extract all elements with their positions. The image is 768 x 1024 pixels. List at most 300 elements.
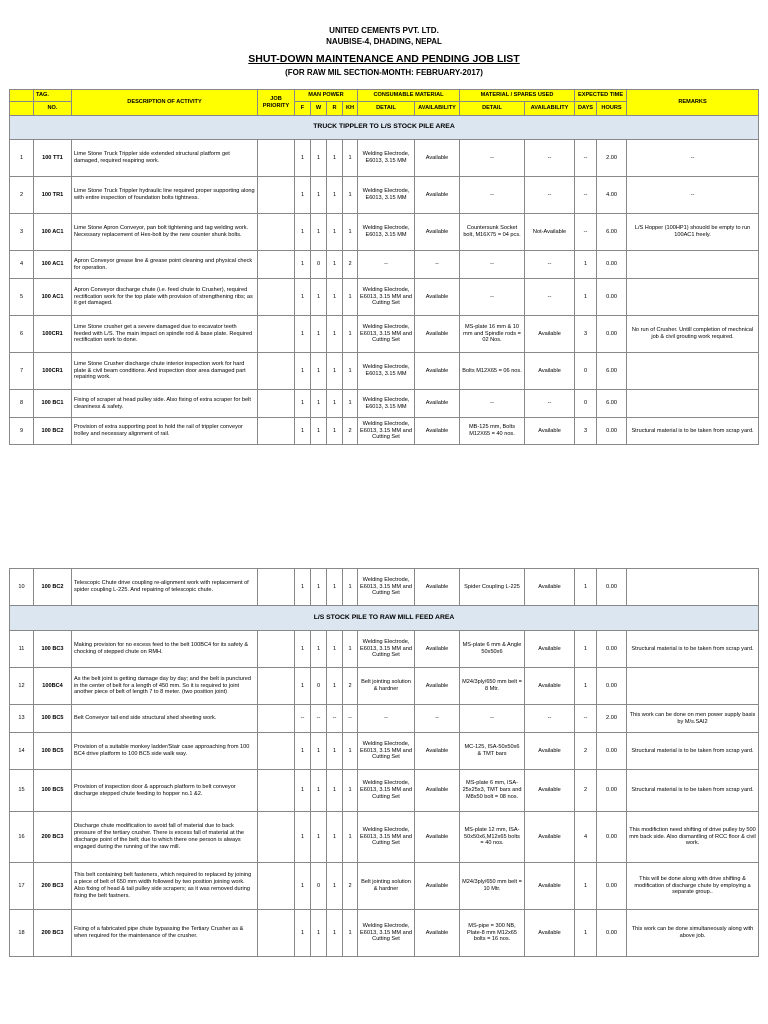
cell-hours: 0.00	[597, 910, 627, 957]
cell-consumable-detail: --	[358, 251, 415, 279]
cell-consumable-availability: Available	[415, 316, 460, 353]
cell-w: 1	[311, 910, 327, 957]
cell-f: 1	[295, 279, 311, 316]
cell-spares-detail: MS-plate 12 mm, ISA-50x50x6,M12x65 bolts = 40 nos.	[460, 812, 525, 863]
cell-days: 1	[575, 631, 597, 668]
cell-f: 1	[295, 251, 311, 279]
cell-sno: 9	[10, 418, 34, 445]
cell-consumable-detail: Welding Electrode, E6013, 3.15 MM and Cutting Set	[358, 733, 415, 770]
cell-f: 1	[295, 569, 311, 606]
cell-description: As the belt joint is getting damage day by day; and the belt is punctured in the center of belt for a length of 450 mm. So it is required to joint another piece of belt of length 7 to 8 meter. (two position joint)	[72, 668, 258, 705]
cell-tag: 100 AC1	[34, 251, 72, 279]
cell-kh: 1	[343, 770, 358, 812]
cell-consumable-availability: Available	[415, 390, 460, 418]
cell-f: 1	[295, 733, 311, 770]
cell-spares-availability: Available	[525, 812, 575, 863]
cell-spares-availability: --	[525, 705, 575, 733]
cell-consumable-availability: Available	[415, 140, 460, 177]
table-row	[10, 353, 759, 390]
col-kh-header: KH	[343, 102, 358, 116]
cell-w: 1	[311, 631, 327, 668]
cell-consumable-availability: Available	[415, 910, 460, 957]
cell-consumable-availability: --	[415, 705, 460, 733]
cell-r: 1	[327, 631, 343, 668]
table-row	[10, 863, 759, 910]
cell-w: 1	[311, 812, 327, 863]
cell-sno: 10	[10, 569, 34, 606]
cell-consumable-detail: Welding Electrode, E6013, 3.15 MM and Cutting Set	[358, 316, 415, 353]
cell-consumable-availability: Available	[415, 214, 460, 251]
cell-spares-availability: Available	[525, 631, 575, 668]
cell-kh: 1	[343, 812, 358, 863]
cell-consumable-detail: Welding Electrode, E6013, 3.15 MM and Cutting Set	[358, 910, 415, 957]
cell-kh: --	[343, 705, 358, 733]
cell-consumable-detail: Welding Electrode, E6013, 3.15 MM	[358, 177, 415, 214]
col-remarks-header: REMARKS	[627, 90, 759, 116]
cell-r: 1	[327, 770, 343, 812]
cell-r: 1	[327, 733, 343, 770]
cell-tag: 100 BC5	[34, 733, 72, 770]
cell-spares-detail: --	[460, 705, 525, 733]
cell-w: 0	[311, 668, 327, 705]
section-row	[10, 116, 759, 140]
cell-f: 1	[295, 316, 311, 353]
cell-kh: 1	[343, 140, 358, 177]
cell-job-priority	[258, 910, 295, 957]
cell-spares-availability: --	[525, 177, 575, 214]
table-row	[10, 668, 759, 705]
cell-days: --	[575, 177, 597, 214]
cell-days: 0	[575, 390, 597, 418]
cell-hours: 6.00	[597, 390, 627, 418]
cell-sno: 7	[10, 353, 34, 390]
cell-description: Provision of a suitable monkey ladder/Stair case approaching from 100 BC4 drive platform to 100 BC5 side walk way.	[72, 733, 258, 770]
cell-r: 1	[327, 214, 343, 251]
cell-spares-detail: MS-plate 6 mm, ISA-25x25x3, TMT bars and M8x50 bolt = 08 nos.	[460, 770, 525, 812]
cell-consumable-detail: Welding Electrode, E6013, 3.15 MM	[358, 390, 415, 418]
cell-sno: 6	[10, 316, 34, 353]
cell-spares-detail: --	[460, 390, 525, 418]
cell-description: Lime Stone Crusher discharge chute interior inspection work for hard plate & civil beam conditions. And inspection door area damaged part repairing work.	[72, 353, 258, 390]
cell-spares-detail: M24/3ply/650 mm belt = 10 Mtr.	[460, 863, 525, 910]
cell-days: --	[575, 140, 597, 177]
cell-job-priority	[258, 251, 295, 279]
cell-hours: 0.00	[597, 279, 627, 316]
cell-days: 1	[575, 668, 597, 705]
cell-r: 1	[327, 353, 343, 390]
cell-w: 1	[311, 569, 327, 606]
cell-sno: 12	[10, 668, 34, 705]
cell-consumable-availability: Available	[415, 279, 460, 316]
cell-r: 1	[327, 316, 343, 353]
cell-remarks: This modifiction need shifting of drive pulley by 500 mm back side. Also dismantling of RCC floor & civil work.	[627, 812, 759, 863]
cell-consumable-detail: Welding Electrode, E6013, 3.15 MM and Cutting Set	[358, 770, 415, 812]
cell-kh: 1	[343, 279, 358, 316]
cell-w: --	[311, 705, 327, 733]
cell-job-priority	[258, 569, 295, 606]
col-consumable-header: CONSUMABLE MATERIAL	[358, 90, 460, 102]
col-hours-header: HOURS	[597, 102, 627, 116]
cell-hours: 0.00	[597, 418, 627, 445]
cell-days: 3	[575, 316, 597, 353]
cell-hours: 0.00	[597, 251, 627, 279]
cell-remarks: --	[627, 177, 759, 214]
cell-description: This belt containing belt fasteners, which required to replaced by joining a piece of belt of 650 mm width followed by two position joining work. Also fixing of head & tail pulley side scrapers; as it was removed during fixing the belt fastners.	[72, 863, 258, 910]
cell-r: 1	[327, 812, 343, 863]
cell-sno: 14	[10, 733, 34, 770]
job-table-page-1	[9, 89, 759, 445]
cell-kh: 1	[343, 569, 358, 606]
cell-f: 1	[295, 863, 311, 910]
cell-days: 3	[575, 418, 597, 445]
cell-f: 1	[295, 353, 311, 390]
cell-description: Lime Stone Truck Trippler side extended structural platform get damaged, required reapiring work.	[72, 140, 258, 177]
cell-days: 1	[575, 863, 597, 910]
table-row	[10, 910, 759, 957]
cell-remarks	[627, 353, 759, 390]
cell-remarks: Structural material is to be taken from scrap yard.	[627, 631, 759, 668]
cell-description: Lime Stone crusher get a severe damaged due to excavator teeth feeded with L/S. The main impact on spindle rod & base plate. Required rectification work to done.	[72, 316, 258, 353]
cell-w: 1	[311, 177, 327, 214]
cell-sno: 13	[10, 705, 34, 733]
cell-remarks: Structural material is to be taken from scrap yard.	[627, 733, 759, 770]
cell-w: 1	[311, 418, 327, 445]
cell-consumable-availability: Available	[415, 668, 460, 705]
cell-days: --	[575, 705, 597, 733]
cell-tag: 100 AC1	[34, 279, 72, 316]
cell-hours: 6.00	[597, 214, 627, 251]
cell-tag: 100BC4	[34, 668, 72, 705]
cell-kh: 2	[343, 863, 358, 910]
cell-job-priority	[258, 631, 295, 668]
cell-description: Apron Conveyor grease line & grease point cleaning and physical check for operation.	[72, 251, 258, 279]
section-title: L/S STOCK PILE TO RAW MILL FEED AREA	[10, 606, 759, 631]
table-row	[10, 177, 759, 214]
cell-spares-availability: Available	[525, 418, 575, 445]
cell-kh: 1	[343, 214, 358, 251]
table-row	[10, 251, 759, 279]
cell-job-priority	[258, 214, 295, 251]
cell-kh: 1	[343, 631, 358, 668]
cell-days: --	[575, 214, 597, 251]
cell-remarks: This work can be done simultaneously along with above job.	[627, 910, 759, 957]
cell-consumable-availability: Available	[415, 812, 460, 863]
cell-job-priority	[258, 863, 295, 910]
cell-consumable-availability: Available	[415, 863, 460, 910]
cell-f: 1	[295, 418, 311, 445]
cell-hours: 0.00	[597, 733, 627, 770]
table-row	[10, 418, 759, 445]
table-row	[10, 140, 759, 177]
cell-r: 1	[327, 910, 343, 957]
cell-r: --	[327, 705, 343, 733]
cell-tag: 100 BC5	[34, 705, 72, 733]
table-row	[10, 705, 759, 733]
cell-spares-detail: M24/3ply/650 mm belt = 8 Mtr.	[460, 668, 525, 705]
cell-job-priority	[258, 705, 295, 733]
cell-spares-availability: Available	[525, 668, 575, 705]
cell-days: 2	[575, 733, 597, 770]
cell-days: 1	[575, 279, 597, 316]
cell-spares-availability: Available	[525, 863, 575, 910]
cell-r: 1	[327, 418, 343, 445]
document-subtitle: (FOR RAW MIL SECTION-MONTH: FEBRUARY-2017)	[285, 68, 483, 77]
section-title: TRUCK TIPPLER TO L/S STOCK PILE AREA	[10, 116, 759, 140]
cell-description: Lime Stone Truck Trippler hydraulic line required proper supporting along with entire inspection of foundation bolts tightness.	[72, 177, 258, 214]
cell-consumable-availability: Available	[415, 569, 460, 606]
cell-sno: 8	[10, 390, 34, 418]
cell-consumable-availability: --	[415, 251, 460, 279]
cell-tag: 200 BC3	[34, 863, 72, 910]
cell-spares-availability: --	[525, 279, 575, 316]
col-job-priority-header: JOB PRIORITY	[258, 90, 295, 116]
cell-consumable-detail: Welding Electrode, E6013, 3.15 MM and Cutting Set	[358, 631, 415, 668]
cell-consumable-availability: Available	[415, 177, 460, 214]
cell-job-priority	[258, 316, 295, 353]
cell-sno: 5	[10, 279, 34, 316]
cell-description: Fixing of scraper at head pulley side. Also fixing of extra scraper for belt cleaniness & safety.	[72, 390, 258, 418]
cell-remarks: Structural material is to be taken from scrap yard.	[627, 418, 759, 445]
cell-consumable-availability: Available	[415, 353, 460, 390]
cell-consumable-detail: Welding Electrode, E6013, 3.15 MM	[358, 353, 415, 390]
cell-sno: 3	[10, 214, 34, 251]
cell-hours: 2.00	[597, 705, 627, 733]
cell-kh: 2	[343, 668, 358, 705]
cell-spares-availability: Available	[525, 353, 575, 390]
cell-sno: 17	[10, 863, 34, 910]
cell-spares-availability: --	[525, 390, 575, 418]
cell-spares-detail: MS-plate 16 mm & 10 mm and Spindle rods = 02 Nos.	[460, 316, 525, 353]
cell-hours: 6.00	[597, 353, 627, 390]
cell-consumable-detail: Welding Electrode, E6013, 3.15 MM	[358, 214, 415, 251]
cell-hours: 4.00	[597, 177, 627, 214]
cell-spares-detail: --	[460, 140, 525, 177]
cell-description: Lime Stone Apron Conveyor, pan bolt tightening and tag welding work. Necessary replacement of Hex-bolt by the new counter shunk bolts.	[72, 214, 258, 251]
cell-description: Provision of extra supporting post to hold the rail of trippler conveyor trolley and necessary alignment of rail.	[72, 418, 258, 445]
cell-spares-detail: --	[460, 251, 525, 279]
cell-remarks: Structural material is to be taken from scrap yard.	[627, 770, 759, 812]
col-r-header: R	[327, 102, 343, 116]
cell-consumable-detail: Welding Electrode, E6013, 3.15 MM and Cutting Set	[358, 569, 415, 606]
cell-sno: 15	[10, 770, 34, 812]
cell-kh: 2	[343, 418, 358, 445]
cell-spares-availability: Not-Available	[525, 214, 575, 251]
job-table-page-2	[9, 568, 759, 957]
cell-sno: 11	[10, 631, 34, 668]
cell-f: 1	[295, 812, 311, 863]
cell-spares-detail: MC-125, ISA-50x50x6 & TMT bars	[460, 733, 525, 770]
cell-w: 1	[311, 140, 327, 177]
company-name: UNITED CEMENTS PVT. LTD.	[329, 26, 439, 35]
cell-r: 1	[327, 251, 343, 279]
cell-consumable-detail: Welding Electrode, E6013, 3.15 MM and Cutting Set	[358, 418, 415, 445]
cell-remarks: No run of Crusher. Untill completion of mechnical job & civil grouting work required.	[627, 316, 759, 353]
cell-job-priority	[258, 140, 295, 177]
cell-hours: 0.00	[597, 668, 627, 705]
table-row	[10, 316, 759, 353]
document-title: SHUT-DOWN MAINTENANCE AND PENDING JOB LIST	[248, 53, 520, 65]
cell-spares-detail: Countersunk Socket bolt, M16X75 = 04 pcs.	[460, 214, 525, 251]
cell-spares-detail: --	[460, 279, 525, 316]
cell-spares-availability: Available	[525, 569, 575, 606]
cell-job-priority	[258, 812, 295, 863]
cell-kh: 1	[343, 316, 358, 353]
cell-w: 1	[311, 214, 327, 251]
cell-hours: 2.00	[597, 140, 627, 177]
cell-kh: 1	[343, 910, 358, 957]
cell-kh: 1	[343, 390, 358, 418]
cell-r: 1	[327, 390, 343, 418]
cell-f: 1	[295, 910, 311, 957]
cell-hours: 0.00	[597, 316, 627, 353]
cell-spares-availability: Available	[525, 733, 575, 770]
cell-days: 2	[575, 770, 597, 812]
cell-description: Provision of inspection door & approach platform to belt conveyor discharge stepped chute feeding to hopper no.1 &2.	[72, 770, 258, 812]
table-row	[10, 279, 759, 316]
cell-f: 1	[295, 177, 311, 214]
cell-w: 0	[311, 251, 327, 279]
cell-days: 4	[575, 812, 597, 863]
cell-tag: 100CR1	[34, 353, 72, 390]
cell-spares-detail: Bolts M12X65 = 06 nos.	[460, 353, 525, 390]
company-address: NAUBISE-4, DHADING, NEPAL	[326, 37, 442, 46]
cell-consumable-detail: --	[358, 705, 415, 733]
col-spares-detail-header: DETAIL	[460, 102, 525, 116]
cell-job-priority	[258, 418, 295, 445]
cell-w: 1	[311, 316, 327, 353]
cell-w: 1	[311, 770, 327, 812]
col-no-header: NO.	[34, 102, 72, 116]
cell-remarks: --	[627, 140, 759, 177]
cell-remarks	[627, 390, 759, 418]
cell-job-priority	[258, 279, 295, 316]
cell-spares-availability: Available	[525, 316, 575, 353]
cell-sno: 16	[10, 812, 34, 863]
cell-f: 1	[295, 214, 311, 251]
cell-job-priority	[258, 177, 295, 214]
cell-kh: 1	[343, 733, 358, 770]
col-spares-availability-header: AVAILABILITY	[525, 102, 575, 116]
cell-consumable-detail: Welding Electrode, E6013, 3.15 MM and Cutting Set	[358, 812, 415, 863]
cell-tag: 200 BC3	[34, 812, 72, 863]
cell-sno: 18	[10, 910, 34, 957]
col-description-header: DESCRIPTION OF ACTIVITY	[72, 90, 258, 116]
cell-days: 0	[575, 353, 597, 390]
cell-kh: 1	[343, 177, 358, 214]
cell-spares-availability: --	[525, 251, 575, 279]
cell-tag: 100 BC5	[34, 770, 72, 812]
col-days-header: DAYS	[575, 102, 597, 116]
cell-tag: 100CR1	[34, 316, 72, 353]
cell-spares-detail: MB-125 mm, Bolts M12X65 = 40 nos.	[460, 418, 525, 445]
cell-tag: 100 BC3	[34, 631, 72, 668]
cell-consumable-detail: Welding Electrode, E6013, 3.15 MM and Cutting Set	[358, 279, 415, 316]
cell-spares-detail: MS-plate 6 mm & Angle 50x50x6	[460, 631, 525, 668]
cell-spares-detail: --	[460, 177, 525, 214]
col-expected-time-header: EXPECTED TIME	[575, 90, 627, 102]
table-row	[10, 733, 759, 770]
cell-days: 1	[575, 251, 597, 279]
table-row	[10, 631, 759, 668]
cell-tag: 100 BC1	[34, 390, 72, 418]
table-row	[10, 214, 759, 251]
cell-consumable-detail: Belt jointing solution & hardner	[358, 668, 415, 705]
cell-spares-detail: Spider Coupling L-225	[460, 569, 525, 606]
col-spares-header: MATERIAL / SPARES USED	[460, 90, 575, 102]
col-tag-header: TAG.	[34, 90, 72, 102]
cell-f: 1	[295, 668, 311, 705]
cell-spares-availability: Available	[525, 770, 575, 812]
cell-description: Fixing of a fabricated pipe chute bypassing the Tertiary Crusher as & when required for the maintenance of the crusher.	[72, 910, 258, 957]
cell-hours: 0.00	[597, 569, 627, 606]
cell-r: 1	[327, 140, 343, 177]
cell-w: 1	[311, 390, 327, 418]
cell-remarks: L/S Hopper (100HP1) shouold be empty to run 100AC1 freely.	[627, 214, 759, 251]
cell-r: 1	[327, 668, 343, 705]
col-w-header: W	[311, 102, 327, 116]
cell-remarks: This work can be done on men power supply basis by M/s.SAI2	[627, 705, 759, 733]
col-sno-subheader	[10, 102, 34, 116]
cell-spares-availability: Available	[525, 910, 575, 957]
cell-consumable-availability: Available	[415, 631, 460, 668]
cell-consumable-detail: Belt jointing solution & hardner	[358, 863, 415, 910]
cell-tag: 100 BC2	[34, 418, 72, 445]
cell-kh: 1	[343, 353, 358, 390]
table-row	[10, 812, 759, 863]
cell-tag: 200 BC3	[34, 910, 72, 957]
cell-description: Telescopic Chute drive coupling re-alignment work with replacement of spider coupling L-225. And repairing of telescopic chute.	[72, 569, 258, 606]
cell-hours: 0.00	[597, 863, 627, 910]
cell-remarks	[627, 569, 759, 606]
cell-hours: 0.00	[597, 770, 627, 812]
table-row	[10, 390, 759, 418]
cell-w: 0	[311, 863, 327, 910]
cell-sno: 4	[10, 251, 34, 279]
cell-w: 1	[311, 733, 327, 770]
cell-kh: 2	[343, 251, 358, 279]
cell-consumable-availability: Available	[415, 733, 460, 770]
cell-job-priority	[258, 770, 295, 812]
cell-tag: 100 AC1	[34, 214, 72, 251]
table-row	[10, 569, 759, 606]
cell-tag: 100 TT1	[34, 140, 72, 177]
col-consumable-detail-header: DETAIL	[358, 102, 415, 116]
cell-r: 1	[327, 279, 343, 316]
cell-tag: 100 BC2	[34, 569, 72, 606]
section-row	[10, 606, 759, 631]
cell-spares-availability: --	[525, 140, 575, 177]
cell-hours: 0.00	[597, 812, 627, 863]
table-row	[10, 770, 759, 812]
cell-consumable-availability: Available	[415, 770, 460, 812]
cell-sno: 2	[10, 177, 34, 214]
cell-r: 1	[327, 177, 343, 214]
col-sno-header	[10, 90, 34, 102]
cell-tag: 100 TR1	[34, 177, 72, 214]
cell-remarks	[627, 251, 759, 279]
cell-job-priority	[258, 668, 295, 705]
cell-f: 1	[295, 390, 311, 418]
cell-remarks	[627, 279, 759, 316]
cell-f: 1	[295, 770, 311, 812]
cell-job-priority	[258, 733, 295, 770]
col-man-power-header: MAN POWER	[295, 90, 358, 102]
cell-description: Belt Conveyor tail end side structural shed sheeting work.	[72, 705, 258, 733]
cell-w: 1	[311, 279, 327, 316]
cell-r: 1	[327, 569, 343, 606]
cell-job-priority	[258, 390, 295, 418]
cell-description: Making provision for no excess feed to the belt 100BC4 for its safety & chocking of stepped chute on RMH.	[72, 631, 258, 668]
